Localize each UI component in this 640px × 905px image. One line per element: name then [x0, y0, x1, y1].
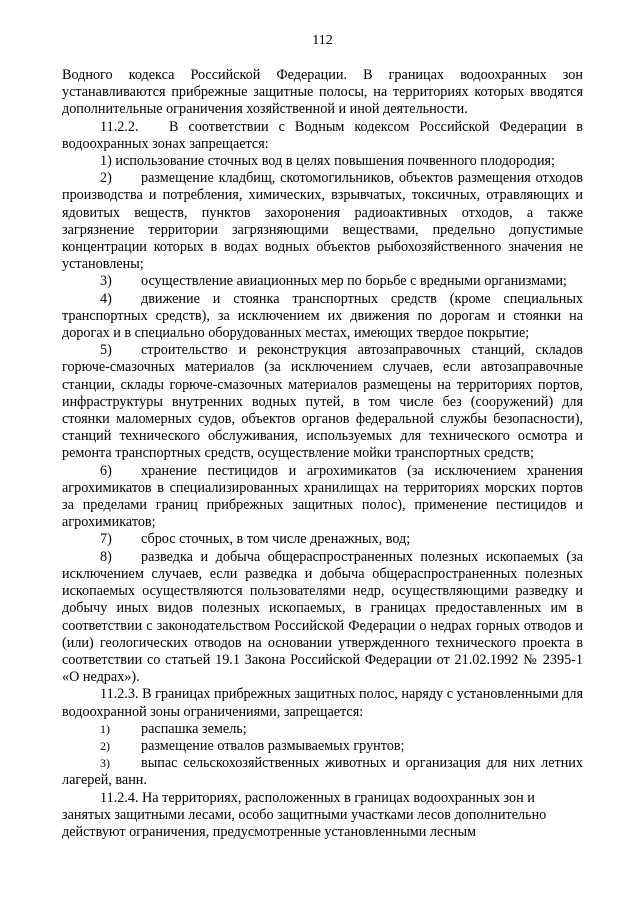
list-item-5 — [62, 342, 583, 462]
list-item-3 — [62, 273, 583, 290]
clause-number: 11.2.2. — [100, 118, 139, 135]
list-item-2 — [62, 170, 583, 273]
list-number: 2) — [100, 738, 110, 753]
paragraph-continuation — [62, 67, 583, 119]
paragraph-text: строительство и реконструкция автозаправочных станций, складов горюче-смазочных материалов (за исключением случаев, если автозаправочные станции, склады горюче-смазочных материалов размещены на территориях портов, инфраструктуры внутренних водных путей, в том числе без (сооружений) для стоянки маломерных судов, объектов органов федеральной службы безопасности), станций технического обслуживания, используемых для технического осмотра и ремонта транспортных средств, осуществление мойки транспортных средств; — [62, 342, 583, 462]
list-number: 7) — [100, 531, 112, 548]
paragraph-text: выпас сельскохозяйственных животных и организация для них летних лагерей, ванн. — [62, 755, 583, 789]
list-number: 3) — [100, 273, 112, 290]
paragraph-11-2-3 — [62, 686, 583, 720]
paragraph-text: 1) использование сточных вод в целях повышения почвенного плодородия; — [100, 153, 556, 170]
page-number: 112 — [312, 33, 333, 48]
paragraph-text: Водного кодекса Российской Федерации. В границах водоохранных зон устанавливаются прибрежные защитные полосы, на территориях которых вводятся дополнительные ограничения хозяйственной и иной деятельности. — [62, 67, 583, 118]
paragraph-text: движение и стоянка транспортных средств (кроме специальных транспортных средств), за исключением их движения по дорогам и стоянки на дорогах и в специально оборудованных местах, имеющих твердое покрытие; — [62, 290, 583, 342]
list-number: 1) — [100, 721, 110, 736]
paragraph-text: размещение кладбищ, скотомогильников, объектов размещения отходов производства и потребления, химических, взрывчатых, токсичных, отравляющих и ядовитых веществ, пунктов захоронения радиоактивных отходов, а также загрязнение территории загрязняющими веществами, предельно допустимые концентрации которых в водах водных объектов рыбохозяйственного значения не установлены; — [62, 170, 583, 273]
paragraph-11-2-2 — [62, 119, 583, 153]
list-number: 4) — [100, 290, 112, 307]
paragraph-text: 11.2.3. В границах прибрежных защитных полос, наряду с установленными для водоохранной зоны ограничениями, запрещается: — [62, 686, 583, 720]
list-number: 6) — [100, 462, 112, 479]
list-number: 5) — [100, 342, 112, 359]
paragraph-text: 11.2.4. На территориях, расположенных в границах водоохранных зон и занятых защитными лесами, особо защитными участками лесов дополнительно действуют ограничения, предусмотренные установленными лесным — [62, 789, 547, 840]
list-item-6 — [62, 463, 583, 532]
list-item-8 — [62, 549, 583, 687]
list-number: 2) — [100, 170, 112, 187]
paragraph-11-2-4 — [62, 790, 583, 842]
list-number: 8) — [100, 548, 112, 565]
paragraph-text: сброс сточных, в том числе дренажных, вод; — [141, 531, 411, 548]
list-number: 3) — [100, 756, 110, 771]
paragraph-text: хранение пестицидов и агрохимикатов (за исключением хранения агрохимикатов в специализированных хранилищах на территориях морских портов за пределами границ прибрежных защитных полос), применение пестицидов и агрохимикатов; — [62, 462, 583, 531]
list-item-4 — [62, 291, 583, 343]
paragraph-text: размещение отвалов размываемых грунтов; — [141, 737, 405, 754]
sublist-item-2 — [62, 738, 583, 755]
paragraph-text: распашка земель; — [141, 720, 247, 737]
sublist-item-1 — [62, 721, 583, 738]
list-item-7 — [62, 531, 583, 548]
paragraph-text: осуществление авиационных мер по борьбе с вредными организмами; — [141, 273, 567, 290]
sublist-item-3 — [62, 755, 583, 789]
paragraph-text: В соответствии с Водным кодексом Российской Федерации в водоохранных зонах запрещается: — [62, 118, 583, 152]
paragraph-text: разведка и добыча общераспространенных полезных ископаемых (за исключением случаев, если разведка и добыча общераспространенных полезных ископаемых осуществляются пользователями недр, осуществляющими разведку и добычу иных видов полезных ископаемых, в границах предоставленных им в соответствии с законодательством Российской Федерации о недрах горных отводов и (или) геологических отводов на основании утвержденного технического проекта в соответствии со статьей 19.1 Закона Российской Федерации от 21.02.1992 № 2395-1 «О недрах»). — [62, 548, 583, 686]
list-item-1 — [62, 153, 583, 170]
